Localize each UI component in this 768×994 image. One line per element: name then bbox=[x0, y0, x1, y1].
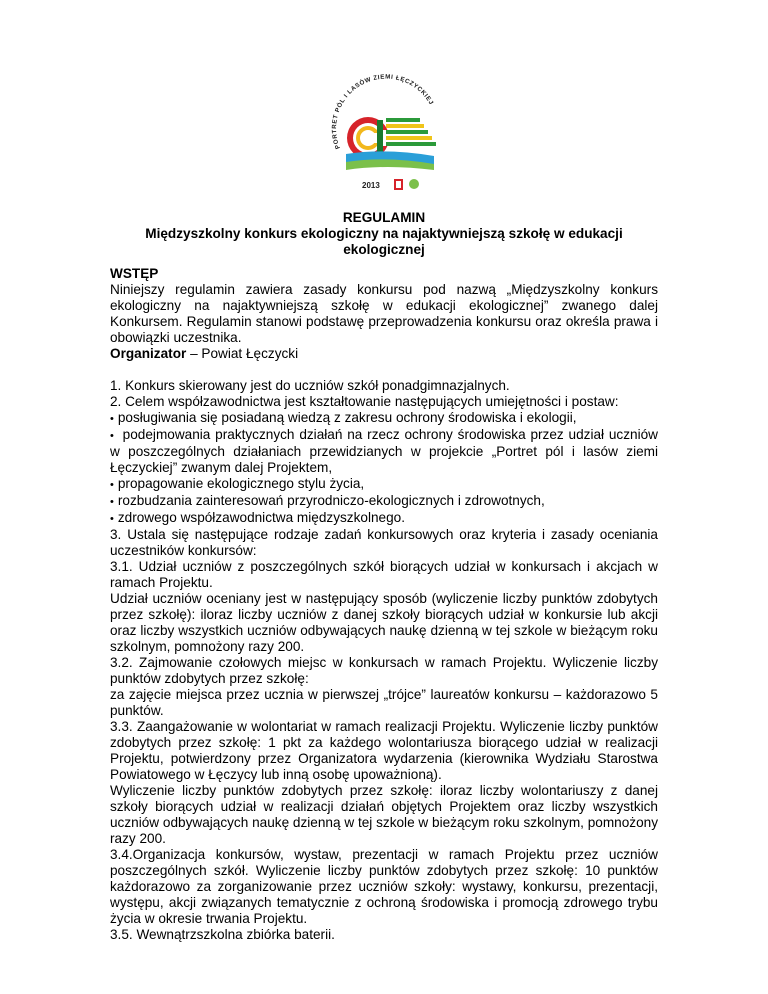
point-2: 2. Celem współzawodnictwa jest kształtowanie następujących umiejętności i postaw: bbox=[110, 394, 619, 409]
point-1: 1. Konkurs skierowany jest do uczniów szkół ponadgimnazjalnych. bbox=[110, 378, 510, 393]
leaf-emblem-icon bbox=[409, 179, 419, 189]
bullet-4: • rozbudzania zainteresowań przyrodniczo-ekologicznych i zdrowotnych, bbox=[110, 493, 658, 510]
point-3: 3. Ustala się następujące rodzaje zadań konkursowych oraz kryteria i zasady oceniania uczestników konkursów: bbox=[110, 527, 658, 558]
bullet-3: • propagowanie ekologicznego stylu życia, bbox=[110, 476, 658, 493]
intro-heading: WSTĘP bbox=[110, 266, 159, 281]
intro-text: Niniejszy regulamin zawiera zasady konkursu pod nazwą „Międzyszkolny konkurs ekologiczny na najaktywniejszą szkołę w edukacji ekologicznej” zwanego dalej Konkursem. Regulamin stanowi podstawę przeprowadzenia konkursu oraz określa prawa i obowiązki uczestnika. bbox=[110, 282, 658, 345]
doc-subtitle-line2: ekologicznej bbox=[343, 242, 425, 257]
doc-subtitle-line1: Międzyszkolny konkurs ekologiczny na najaktywniejszą szkołę w edukacji bbox=[145, 226, 623, 241]
project-logo bbox=[326, 74, 446, 202]
point-3-2: 3.2. Zajmowanie czołowych miejsc w konkursach w ramach Projektu. Wyliczenie liczby punktów zdobytych przez szkołę: bbox=[110, 655, 658, 686]
logo-arc-text: PORTRET PÓL I LASÓW ZIEMI ŁĘCZYCKIEJ bbox=[331, 74, 435, 150]
bullet-2: • podejmowania praktycznych działań na rzecz ochrony środowiska przez udział uczniów w poszczególnych działaniach przewidzianych w projekcie „Portret pól i lasów ziemi Łęczyckiej” zwanym dalej Projektem, bbox=[110, 427, 658, 476]
intro-section bbox=[110, 266, 658, 346]
organizer-label: Organizator bbox=[110, 346, 187, 361]
point-3-3-detail: Wyliczenie liczby punktów zdobytych przez szkołę: iloraz liczby wolontariuszy z danej szkoły biorących udział w realizacji działań objętych Projektem oraz liczby wszystkich uczniów odbywających naukę dzienną w tej szkole w bieżącym roku szkolnym, pomnożony razy 200. bbox=[110, 783, 658, 846]
organizer-value: – Powiat Łęczycki bbox=[186, 346, 299, 361]
bullet-1: • posługiwania się posiadaną wiedzą z zakresu ochrony środowiska i ekologii, bbox=[110, 410, 658, 427]
point-3-3: 3.3. Zaangażowanie w wolontariat w ramach realizacji Projektu. Wyliczenie liczby punktów zdobytych przez szkołę: 1 pkt za każdego wolontariusza biorącego udział w realizacji Projektu, potwierdzony przez Organizatora wydarzenia (kierownika Wydziału Starostwa Powiatowego w Łęczycy lub inną osobę upoważnioną). bbox=[110, 719, 658, 782]
point-3-4: 3.4.Organizacja konkursów, wystaw, prezentacji w ramach Projektu przez uczniów poszczególnych szkół. Wyliczenie liczby punktów zdobytych przez szkołę: 10 punktów każdorazowo za zorganizowanie przez uczniów szkoły: wystawy, konkursu, prezentacji, występu, akcji związanych tematycznie z ochroną środowiska i promocją zdrowego trybu życia w okresie trwania Projektu. bbox=[110, 847, 658, 926]
rules-section bbox=[110, 378, 658, 943]
point-3-2-detail: za zajęcie miejsca przez ucznia w pierwszej „trójce” laureatów konkursu – każdorazowo 5 punktów. bbox=[110, 687, 658, 718]
point-3-1: 3.1. Udział uczniów z poszczególnych szkół biorących udział w konkursach i akcjach w ramach Projektu. bbox=[110, 559, 658, 590]
logo-graphic bbox=[326, 74, 446, 202]
organizer-line bbox=[110, 346, 658, 362]
point-3-1-detail: Udział uczniów oceniany jest w następujący sposób (wyliczenie liczby punktów zdobytych przez szkołę): iloraz liczby uczniów z danej szkoły biorących udział w konkursie lub akcji oraz liczby wszystkich uczniów odbywających naukę dzienną w tej szkole w bieżącym roku szkolnym, pomnożony razy 200. bbox=[110, 591, 658, 654]
doc-title: REGULAMIN bbox=[342, 210, 426, 225]
bullet-5: • zdrowego współzawodnictwa międzyszkolnego. bbox=[110, 510, 658, 527]
point-3-5: 3.5. Wewnątrzszkolna zbiórka baterii. bbox=[110, 927, 335, 942]
logo-year: 2013 bbox=[362, 181, 380, 190]
